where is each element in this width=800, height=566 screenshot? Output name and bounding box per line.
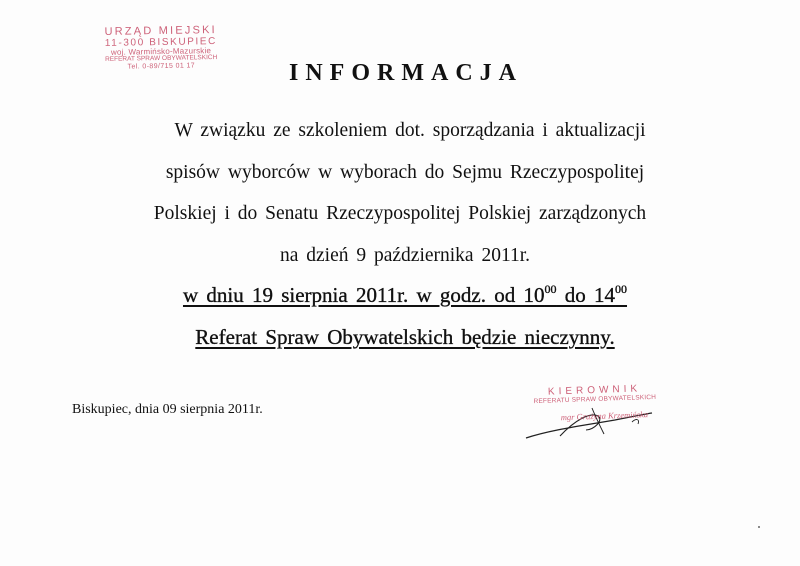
closure-date-main: w dniu 19 sierpnia 2011r. w godz. od 10	[182, 283, 545, 307]
body-line: W związku ze szkoleniem dot. sporządzania i aktualizacji	[174, 120, 646, 141]
signature-stamp	[529, 384, 660, 424]
stamp-line-department: REFERAT SPRAW OBYWATELSKICH	[105, 54, 218, 64]
stamp-line-voivodeship: woj. Warmińsko-Mazurskie	[110, 46, 212, 57]
closed-notice-line	[0, 325, 800, 350]
closure-end-text: do 14	[556, 283, 616, 307]
closed-notice-text: Referat Spraw Obywatelskich będzie nieczynny.	[195, 325, 615, 349]
document-title: INFORMACJA	[289, 60, 523, 86]
body-line: Polskiej i do Senatu Rzeczypospolitej Polskiej zarządzonych	[153, 203, 647, 224]
end-hour-minutes: 00	[615, 282, 628, 296]
body-line: na dzień 9 października 2011r.	[279, 245, 531, 266]
start-hour-minutes: 00	[544, 282, 557, 296]
body-line: spisów wyborców w wyborach do Sejmu Rzeczypospolitej	[165, 162, 645, 183]
signature-stamp-department: REFERATU SPRAW OBYWATELSKICH	[533, 393, 657, 405]
signature-stamp-title: KIEROWNIK	[547, 383, 642, 398]
place-and-date: Biskupiec, dnia 09 sierpnia 2011r.	[72, 402, 263, 417]
stamp-line-office: URZĄD MIEJSKI	[104, 24, 217, 38]
closure-date-line	[0, 283, 800, 308]
stamp-line-postcode: 11-300 BISKUPIEC	[104, 35, 218, 49]
stamp-line-phone: Tel. 0-89/715 01 17	[127, 62, 196, 71]
signature-stamp-name: mgr Grażyna Krzemińska	[560, 409, 649, 423]
scan-speck	[758, 526, 760, 528]
closure-date-text	[183, 283, 627, 307]
